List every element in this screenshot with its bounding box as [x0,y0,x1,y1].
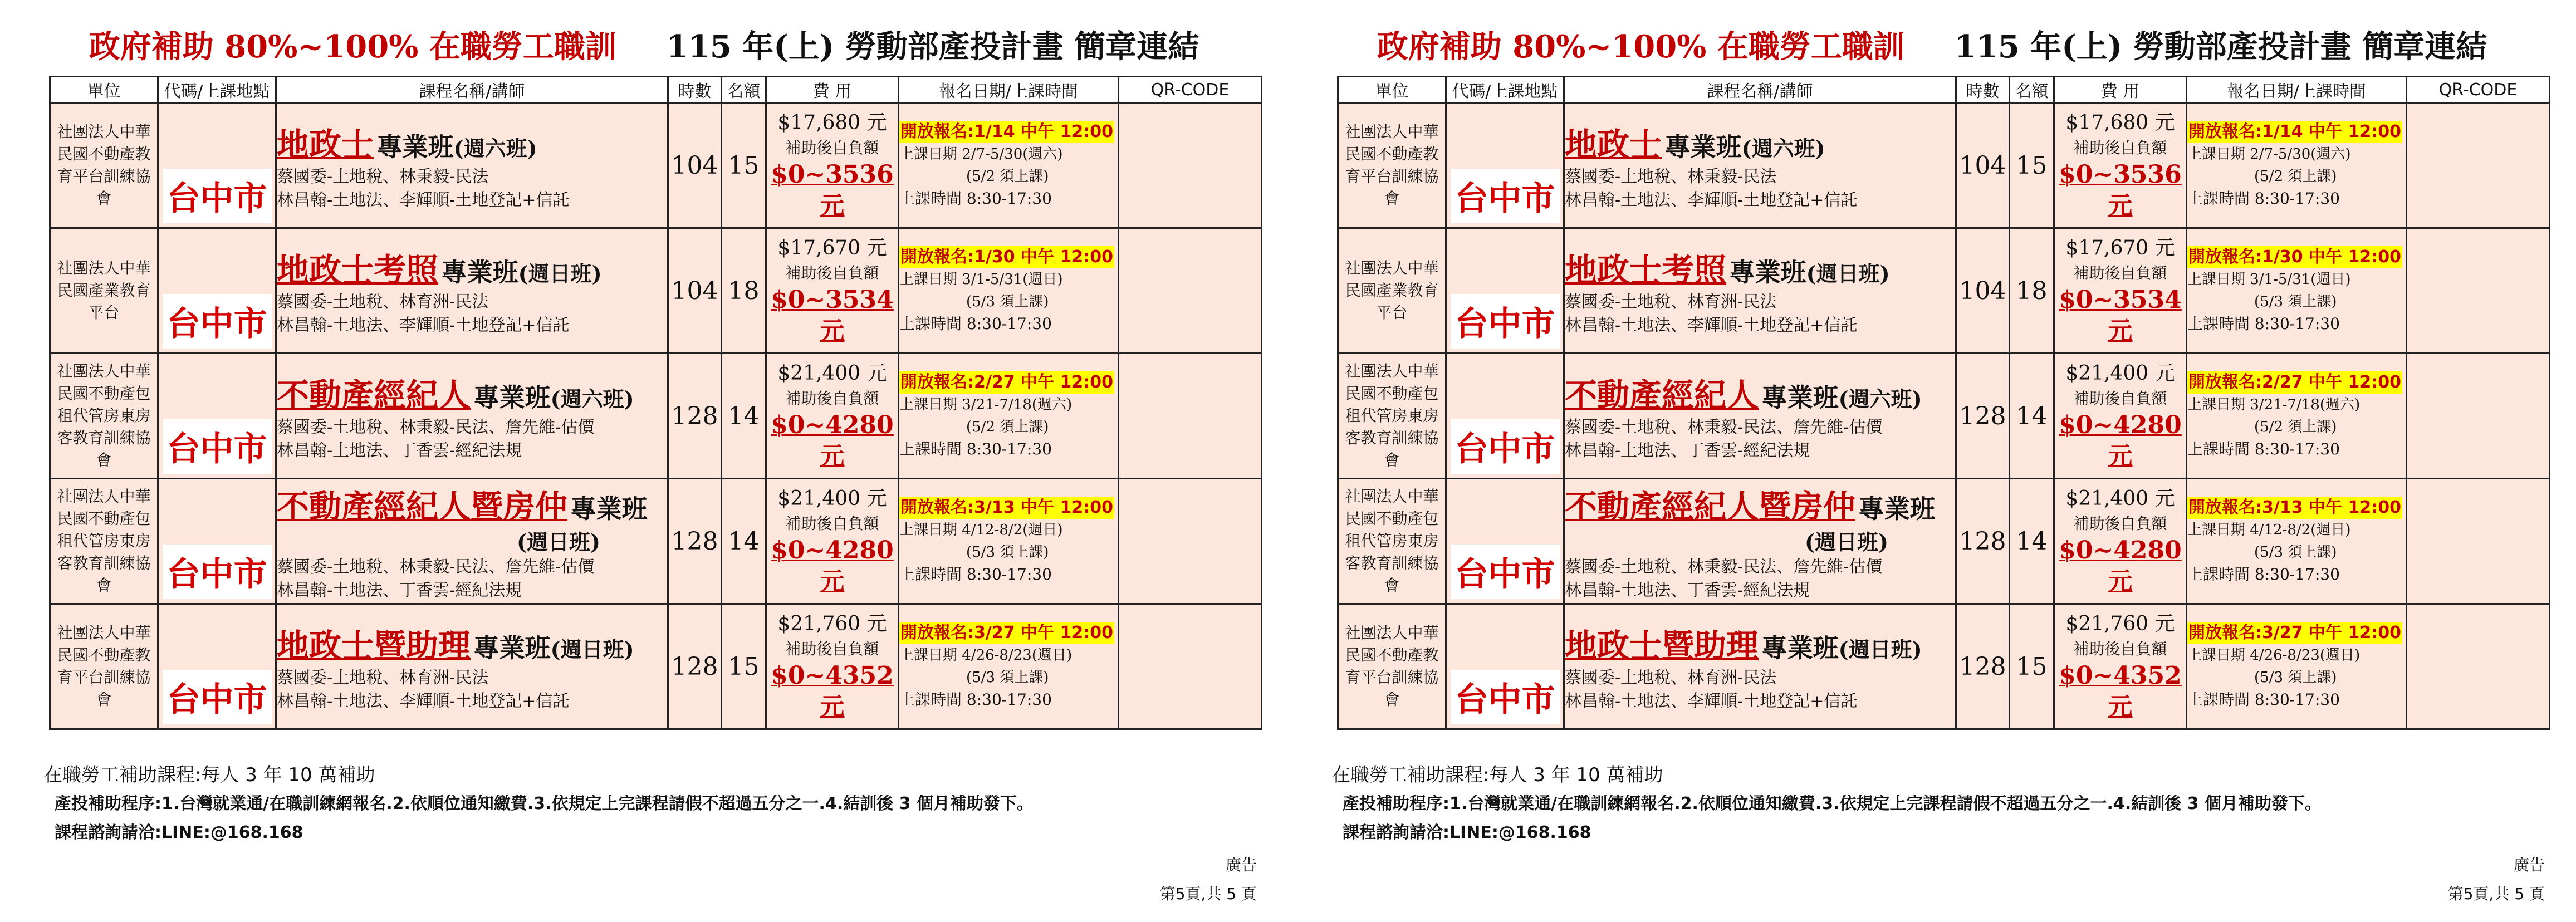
header-unit: 單位 [50,77,158,103]
course-name [277,620,667,666]
course-day: (週六班) [453,136,537,161]
class-time: 上課時間 8:30-17:30 [899,565,1052,583]
note-procedure: 產投補助程序:1.台灣就業通/在職訓練網報名.2.依順位通知繳費.3.依規定上完課程請假不超過五分之一.4.結訓後 3 個月補助發下。 [55,794,1034,813]
course-cell [1564,479,1956,604]
fee-cell [2054,354,2187,479]
city-label: 台中市 [163,169,272,223]
fee-cell [766,103,899,228]
teacher-line: 林昌翰-土地法、丁香雲-經紀法規 [1565,580,1810,600]
course-name [1565,620,1955,666]
course-name [277,369,667,416]
header-location: 代碼/上課地點 [1446,77,1564,103]
teacher-line: 蔡國委-土地稅、林秉毅-民法、詹先維-估價 [1565,418,1883,437]
course-key: 地政士 [277,126,374,164]
header-course: 課程名稱/講師 [1564,77,1956,103]
class-time: 上課時間 8:30-17:30 [2187,440,2340,458]
teacher-line: 林昌翰-土地法、李輝順-土地登記+信託 [277,692,570,711]
page-number: 第5頁,共 5 頁 [2447,885,2545,903]
qrcode-cell [2407,604,2550,729]
qrcode-cell [1119,228,1262,354]
fee-cell [2054,228,2187,354]
class-period: 上課日期 4/12-8/2(週日) [899,522,1063,538]
teacher-line: 林昌翰-土地法、李輝順-土地登記+信託 [1565,316,1858,335]
subsidy-label: 補助後自負額 [2073,264,2167,282]
unit-cell: 社團法人中華民國不動產包租代管房東房客教育訓練協會 [50,479,158,604]
schedule-cell [2187,479,2407,604]
course-class: 專業班 [473,382,551,413]
seats-cell: 15 [2010,604,2054,729]
teacher-line: 蔡國委-土地稅、林育洲-民法 [1565,668,1777,688]
fee-cell [2054,103,2187,228]
course-name [1565,480,1955,527]
price: $21,400 元 [2065,487,2175,510]
subsidy-label: 補助後自負額 [785,264,879,282]
header-fee: 費 用 [2054,77,2187,103]
teacher-line: 林昌翰-土地法、丁香雲-經紀法規 [277,441,522,460]
fee-cell [766,228,899,354]
header-seats: 名額 [722,77,766,103]
hours-cell: 128 [1956,479,2010,604]
qrcode-cell [1119,354,1262,479]
header-seats: 名額 [2010,77,2054,103]
location-cell [158,228,276,354]
notes [43,761,1034,847]
registration-open: 開放報名:1/30 中午 12:00 [899,246,1114,268]
class-note: (5/2 須上課) [966,168,1049,185]
schedule-cell [899,354,1119,479]
subsidy-label: 補助後自負額 [2073,514,2167,533]
course-cell [276,103,668,228]
course-name [277,119,667,165]
hours-cell: 128 [668,354,722,479]
course-cell [1564,103,1956,228]
city-label: 台中市 [163,670,272,724]
page-title [0,22,1288,72]
seats-cell: 15 [2010,103,2054,228]
note-subsidy: 在職勞工補助課程:每人 3 年 10 萬補助 [1331,764,1663,786]
class-period: 上課日期 2/7-5/30(週六) [2187,146,2351,163]
self-pay: $0~4280 元 [771,536,894,596]
seats-cell: 14 [2010,479,2054,604]
course-cell [1564,354,1956,479]
teacher-line: 林昌翰-土地法、李輝順-土地登記+信託 [277,190,570,210]
price: $17,670 元 [2065,237,2175,259]
subsidy-label: 補助後自負額 [785,640,879,658]
location-cell [1446,354,1564,479]
hours-cell: 128 [1956,354,2010,479]
course-day: (週日班) [550,637,634,662]
teacher-line: 蔡國委-土地稅、林育洲-民法 [1565,292,1777,312]
subsidy-label: 補助後自負額 [2073,389,2167,408]
unit-cell: 社團法人中華民國不動產教育平台訓練協會 [50,103,158,228]
seats-cell: 15 [722,103,766,228]
table-row [50,479,1262,604]
registration-open: 開放報名:3/27 中午 12:00 [899,622,1114,644]
price: $17,680 元 [777,111,887,134]
teacher-line: 蔡國委-土地稅、林秉毅-民法、詹先維-估價 [277,418,595,437]
schedule-cell [899,479,1119,604]
fee-cell [2054,479,2187,604]
registration-open: 開放報名:3/13 中午 12:00 [899,497,1114,519]
table-row [1338,103,2550,228]
fee-cell [766,354,899,479]
class-note: (5/2 須上課) [2254,419,2337,435]
page-number: 第5頁,共 5 頁 [1159,885,1257,903]
table-row [50,604,1262,729]
course-cell [276,479,668,604]
registration-open: 開放報名:1/14 中午 12:00 [899,121,1114,143]
self-pay: $0~3536 元 [771,160,894,220]
hours-cell: 128 [668,479,722,604]
course-day: (週六班) [550,386,634,411]
notes [1331,761,2322,847]
price: $21,400 元 [777,362,887,385]
price: $21,760 元 [777,612,887,635]
class-period: 上課日期 4/26-8/23(週日) [2187,647,2360,664]
hours-cell: 128 [668,604,722,729]
city-label: 台中市 [1451,670,1560,724]
teacher-line: 林昌翰-土地法、李輝順-土地登記+信託 [1565,190,1858,210]
hours-cell: 104 [668,228,722,354]
location-cell [1446,604,1564,729]
registration-open: 開放報名:1/30 中午 12:00 [2187,246,2402,268]
course-key: 不動產經紀人 [277,376,471,414]
course-day-second-line: (週日班) [517,529,600,555]
unit-cell: 社團法人中華民國不動產教育平台訓練協會 [50,604,158,729]
course-day-second-line: (週日班) [1805,529,1888,555]
fee-cell [2054,604,2187,729]
class-time: 上課時間 8:30-17:30 [2187,315,2340,333]
table-row [1338,354,2550,479]
self-pay: $0~4280 元 [2059,536,2182,596]
header-fee: 費 用 [766,77,899,103]
table-row [50,228,1262,354]
course-class: 專業班 [1761,382,1839,413]
city-label: 台中市 [1451,419,1560,474]
registration-open: 開放報名:3/13 中午 12:00 [2187,497,2402,519]
schedule-cell [2187,354,2407,479]
course-name [1565,369,1955,416]
self-pay: $0~3536 元 [2059,160,2182,220]
qrcode-cell [1119,479,1262,604]
seats-cell: 14 [2010,354,2054,479]
registration-open: 開放報名:2/27 中午 12:00 [899,371,1114,394]
qrcode-cell [1119,103,1262,228]
price: $21,760 元 [2065,612,2175,635]
class-period: 上課日期 2/7-5/30(週六) [899,146,1063,163]
class-period: 上課日期 3/1-5/31(週日) [899,271,1063,288]
price: $17,670 元 [777,237,887,259]
header-qrcode: QR-CODE [2407,77,2550,103]
schedule-cell [899,604,1119,729]
class-period: 上課日期 4/26-8/23(週日) [899,647,1072,664]
teacher-line: 林昌翰-土地法、李輝順-土地登記+信託 [1565,692,1858,711]
class-time: 上課時間 8:30-17:30 [899,440,1052,458]
schedule-cell [899,228,1119,354]
location-cell [158,354,276,479]
seats-cell: 14 [722,354,766,479]
unit-cell: 社團法人中華民國不動產包租代管房東房客教育訓練協會 [1338,479,1446,604]
subsidy-label: 補助後自負額 [2073,139,2167,157]
qrcode-cell [2407,479,2550,604]
price: $17,680 元 [2065,111,2175,134]
subsidy-label: 補助後自負額 [785,389,879,408]
teacher-line: 蔡國委-土地稅、林秉毅-民法、詹先維-估價 [277,557,595,577]
city-label: 台中市 [1451,294,1560,349]
city-label: 台中市 [163,294,272,349]
course-day: (週六班) [1838,386,1922,411]
price: $21,400 元 [777,487,887,510]
course-key: 地政士暨助理 [277,627,471,665]
location-cell [1446,103,1564,228]
course-cell [1564,228,1956,354]
ad-label: 廣告 [1225,856,1257,874]
schedule-cell [2187,228,2407,354]
city-label: 台中市 [163,545,272,599]
table-row [50,354,1262,479]
header-location: 代碼/上課地點 [158,77,276,103]
title-black: 115 年(上) 勞動部產投計畫 簡章連結 [666,28,1199,65]
self-pay: $0~4280 元 [771,411,894,470]
registration-open: 開放報名:3/27 中午 12:00 [2187,622,2402,644]
header-schedule: 報名日期/上課時間 [2187,77,2407,103]
class-period: 上課日期 3/1-5/31(週日) [2187,271,2351,288]
seats-cell: 14 [722,479,766,604]
ad-label: 廣告 [2513,856,2545,874]
seats-cell: 18 [722,228,766,354]
course-key: 地政士考照 [277,251,439,289]
hours-cell: 128 [1956,604,2010,729]
unit-cell: 社團法人中華民國產業教育平台 [1338,228,1446,354]
course-cell [276,604,668,729]
course-key: 不動產經紀人 [1565,376,1759,414]
location-cell [1446,228,1564,354]
title-red: 政府補助 80%~100% 在職勞工職訓 [89,28,616,65]
self-pay: $0~4280 元 [2059,411,2182,470]
hours-cell: 104 [1956,228,2010,354]
class-time: 上課時間 8:30-17:30 [899,189,1052,208]
teacher-line: 蔡國委-土地稅、林育洲-民法 [277,668,489,688]
class-period: 上課日期 3/21-7/18(週六) [2187,396,2360,413]
class-note: (5/3 須上課) [966,669,1049,686]
course-day: (週日班) [518,261,602,286]
header-unit: 單位 [1338,77,1446,103]
header-hours: 時數 [1956,77,2010,103]
table-row [1338,479,2550,604]
course-name [1565,244,1955,291]
class-time: 上課時間 8:30-17:30 [2187,189,2340,208]
teacher-line: 林昌翰-土地法、李輝順-土地登記+信託 [277,316,570,335]
class-time: 上課時間 8:30-17:30 [899,315,1052,333]
unit-cell: 社團法人中華民國不動產教育平台訓練協會 [1338,604,1446,729]
course-name [1565,119,1955,165]
course-table [1337,76,2550,730]
header-course: 課程名稱/講師 [276,77,668,103]
course-key: 不動產經紀人暨房仲 [277,487,568,526]
class-note: (5/2 須上課) [2254,168,2337,185]
subsidy-label: 補助後自負額 [785,139,879,157]
class-time: 上課時間 8:30-17:30 [2187,690,2340,709]
self-pay: $0~3534 元 [2059,286,2182,345]
course-key: 地政士 [1565,126,1662,164]
course-class: 專業班 [1858,493,1936,524]
self-pay: $0~3534 元 [771,286,894,345]
subsidy-label: 補助後自負額 [785,514,879,533]
unit-cell: 社團法人中華民國產業教育平台 [50,228,158,354]
course-key: 地政士暨助理 [1565,627,1759,665]
fee-cell [766,604,899,729]
course-day: (週六班) [1741,136,1825,161]
course-class: 專業班 [1761,633,1839,663]
note-contact: 課程諮詢請洽:LINE:@168.168 [55,823,303,842]
hours-cell: 104 [668,103,722,228]
schedule-cell [2187,604,2407,729]
unit-cell: 社團法人中華民國不動產包租代管房東房客教育訓練協會 [1338,354,1446,479]
class-period: 上課日期 3/21-7/18(週六) [899,396,1072,413]
teacher-line: 林昌翰-土地法、丁香雲-經紀法規 [277,580,522,600]
course-class: 專業班 [1664,132,1742,162]
page-title [1288,22,2576,72]
header-schedule: 報名日期/上課時間 [899,77,1119,103]
course-cell [1564,604,1956,729]
registration-open: 開放報名:1/14 中午 12:00 [2187,121,2402,143]
location-cell [1446,479,1564,604]
course-name [277,480,667,527]
self-pay: $0~4352 元 [2059,661,2182,721]
teacher-line: 蔡國委-土地稅、林秉毅-民法、詹先維-估價 [1565,557,1883,577]
class-note: (5/3 須上課) [2254,669,2337,686]
qrcode-cell [2407,354,2550,479]
course-name [277,244,667,291]
location-cell [158,604,276,729]
class-time: 上課時間 8:30-17:30 [2187,565,2340,583]
qrcode-cell [1119,604,1262,729]
table-row [50,103,1262,228]
table-row [1338,228,2550,354]
course-day: (週日班) [1838,637,1922,662]
schedule-cell [899,103,1119,228]
course-class: 專業班 [570,493,648,524]
note-subsidy: 在職勞工補助課程:每人 3 年 10 萬補助 [43,764,375,786]
location-cell [158,103,276,228]
registration-open: 開放報名:2/27 中午 12:00 [2187,371,2402,394]
class-note: (5/3 須上課) [2254,293,2337,310]
page-right [1288,0,2576,922]
table-header [50,77,1262,103]
title-red: 政府補助 80%~100% 在職勞工職訓 [1377,28,1904,65]
location-cell [158,479,276,604]
city-label: 台中市 [1451,545,1560,599]
city-label: 台中市 [163,419,272,474]
class-period: 上課日期 4/12-8/2(週日) [2187,522,2351,538]
class-note: (5/3 須上課) [966,544,1049,561]
note-procedure: 產投補助程序:1.台灣就業通/在職訓練網報名.2.依順位通知繳費.3.依規定上完課程請假不超過五分之一.4.結訓後 3 個月補助發下。 [1343,794,2322,813]
course-key: 地政士考照 [1565,251,1727,289]
title-black: 115 年(上) 勞動部產投計畫 簡章連結 [1954,28,2487,65]
self-pay: $0~4352 元 [771,661,894,721]
course-class: 專業班 [376,132,454,162]
course-class: 專業班 [1729,257,1806,287]
teacher-line: 蔡國委-土地稅、林秉毅-民法 [1565,167,1777,187]
unit-cell: 社團法人中華民國不動產包租代管房東房客教育訓練協會 [50,354,158,479]
course-cell [276,228,668,354]
course-day: (週日班) [1806,261,1890,286]
course-class: 專業班 [441,257,518,287]
course-class: 專業班 [473,633,551,663]
header-hours: 時數 [668,77,722,103]
schedule-cell [2187,103,2407,228]
course-key: 不動產經紀人暨房仲 [1565,487,1856,526]
table-row [1338,604,2550,729]
course-cell [276,354,668,479]
seats-cell: 18 [2010,228,2054,354]
price: $21,400 元 [2065,362,2175,385]
teacher-line: 林昌翰-土地法、丁香雲-經紀法規 [1565,441,1810,460]
class-time: 上課時間 8:30-17:30 [899,690,1052,709]
class-note: (5/2 須上課) [966,419,1049,435]
unit-cell: 社團法人中華民國不動產教育平台訓練協會 [1338,103,1446,228]
qrcode-cell [2407,228,2550,354]
qrcode-cell [2407,103,2550,228]
header-qrcode: QR-CODE [1119,77,1262,103]
table-header [1338,77,2550,103]
class-note: (5/3 須上課) [2254,544,2337,561]
teacher-line: 蔡國委-土地稅、林秉毅-民法 [277,167,489,187]
class-note: (5/3 須上課) [966,293,1049,310]
teacher-line: 蔡國委-土地稅、林育洲-民法 [277,292,489,312]
fee-cell [766,479,899,604]
city-label: 台中市 [1451,169,1560,223]
hours-cell: 104 [1956,103,2010,228]
subsidy-label: 補助後自負額 [2073,640,2167,658]
note-contact: 課程諮詢請洽:LINE:@168.168 [1343,823,1591,842]
course-table [49,76,1262,730]
seats-cell: 15 [722,604,766,729]
